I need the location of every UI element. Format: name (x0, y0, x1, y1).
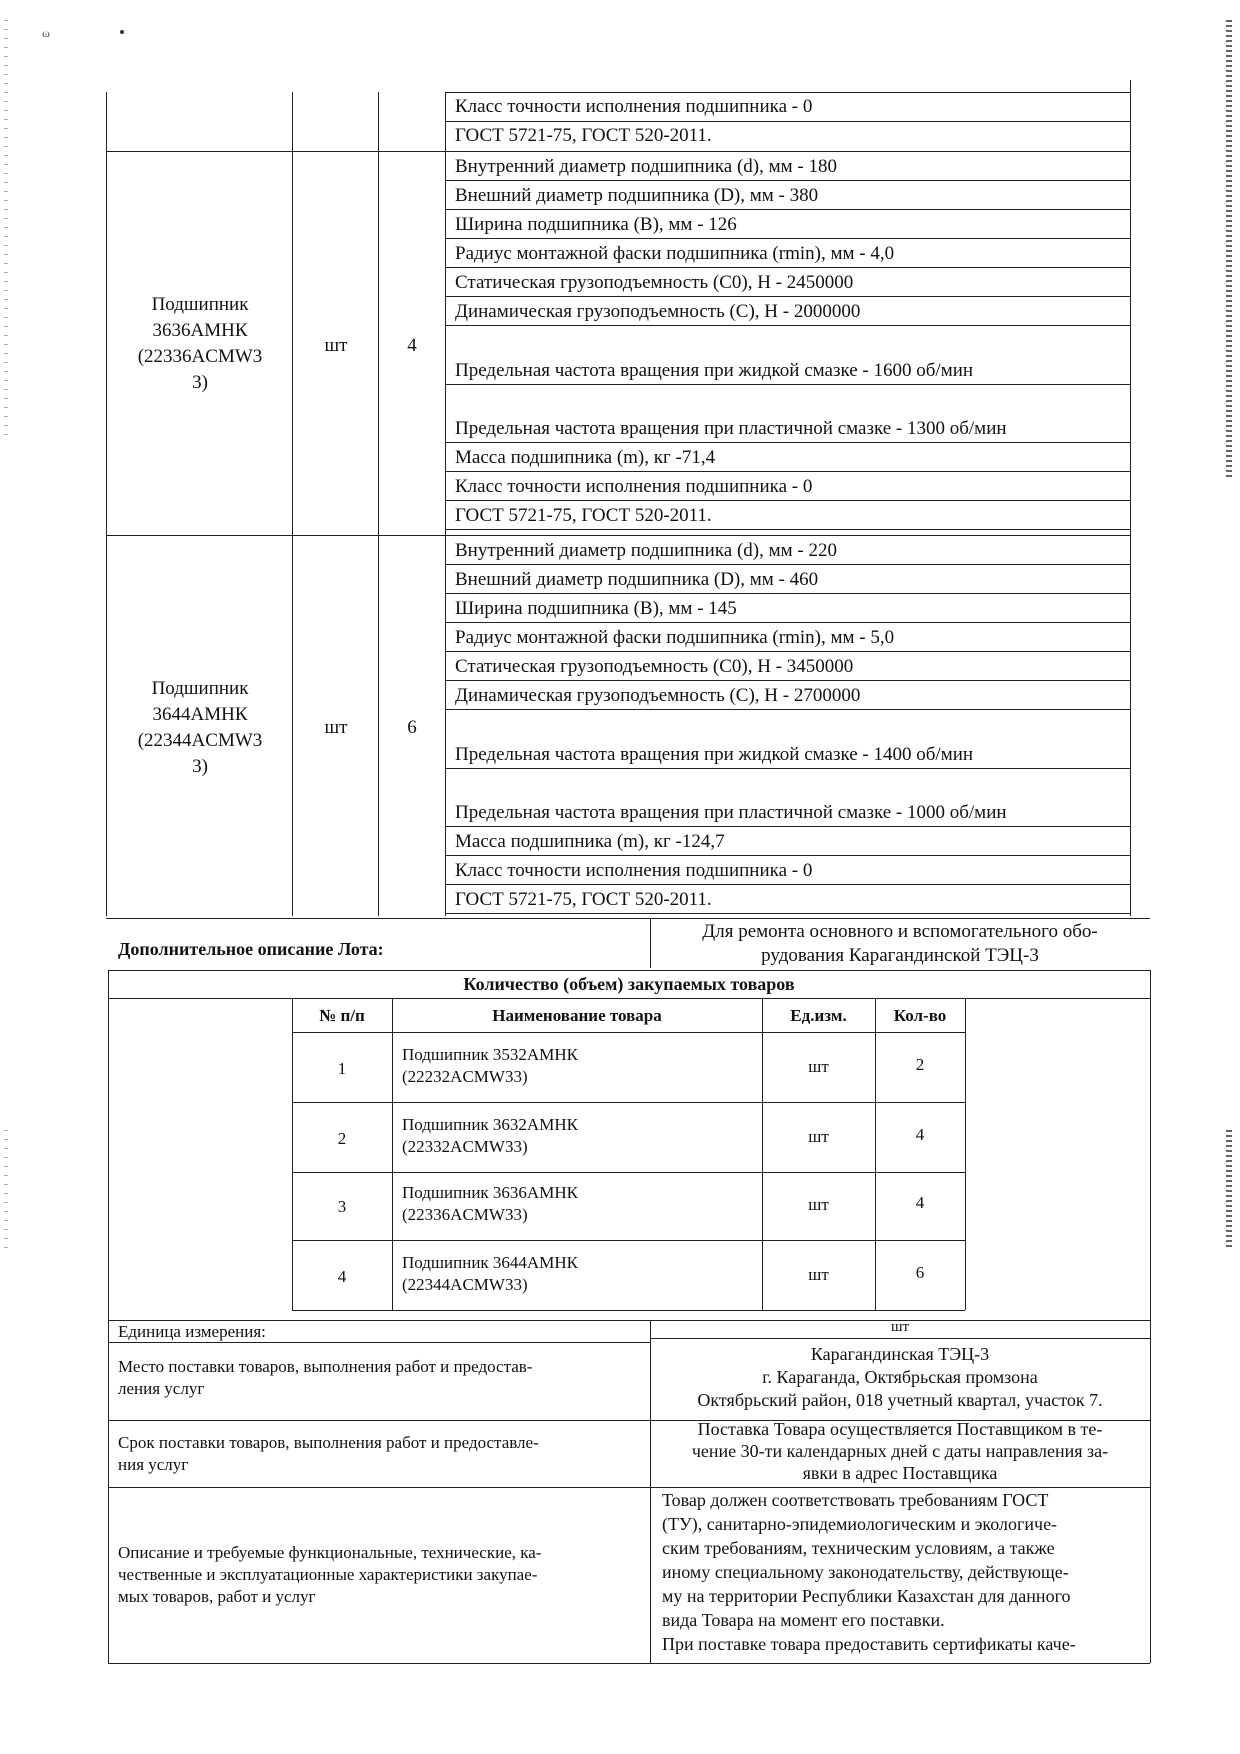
item-unit: шт (324, 335, 348, 356)
spec-row-divider (445, 267, 1130, 268)
spec-row: Предельная частота вращения при пластичной смазке - 1000 об/мин (455, 802, 1007, 823)
item-qty: 4 (407, 335, 417, 356)
spec-row-divider (445, 855, 1130, 856)
spec-row: Внешний диаметр подшипника (D), мм - 380 (455, 185, 819, 206)
spec-row-divider (445, 913, 1130, 914)
spec-row-divider (445, 709, 1130, 710)
row-name: Подшипник 3636АМНК (22336ACMW33) (402, 1183, 578, 1224)
item-name: Подшипник 3644АМНК (22344ACMW3 3) (137, 678, 263, 777)
spec-row-divider (445, 209, 1130, 210)
row-unit: шт (808, 1195, 829, 1214)
spec-row-divider (445, 651, 1130, 652)
row-qty: 4 (915, 1193, 925, 1212)
spec-row: Предельная частота вращения при жидкой смазке - 1600 об/мин (455, 360, 974, 381)
row-num: 2 (337, 1129, 347, 1148)
spec-row: Класс точности исполнения подшипника - 0 (455, 476, 813, 497)
row-qty: 6 (915, 1263, 925, 1282)
spec-row-divider (445, 529, 1130, 530)
row-qty: 4 (915, 1125, 925, 1144)
scan-edge-right (1226, 20, 1232, 480)
row-name: Подшипник 3644АМНК (22344ACMW33) (402, 1253, 578, 1294)
spec-row: Масса подшипника (m), кг -71,4 (455, 447, 716, 468)
spec-row-divider (445, 471, 1130, 472)
spec-row: ГОСТ 5721-75, ГОСТ 520-2011. (455, 505, 712, 526)
scan-mark: ω (42, 26, 50, 40)
spec-row: Предельная частота вращения при жидкой смазке - 1400 об/мин (455, 744, 974, 765)
info-value: шт (890, 1319, 910, 1335)
spec-row-divider (445, 442, 1130, 443)
spec-row-divider (445, 121, 1130, 122)
col-header-qty: Кол-во (893, 1006, 947, 1025)
row-num: 4 (337, 1267, 347, 1286)
quantity-table-title: Количество (объем) закупаемых товаров (463, 974, 795, 994)
spec-row: ГОСТ 5721-75, ГОСТ 520-2011. (455, 125, 712, 146)
scan-edge-left-lower (4, 1130, 8, 1250)
info-label: Единица измерения: (118, 1322, 266, 1341)
spec-row: Статическая грузоподъемность (С0), Н - 3450000 (455, 656, 854, 677)
spec-row: Масса подшипника (m), кг -124,7 (455, 831, 725, 852)
col-header-unit: Ед.изм. (790, 1006, 847, 1025)
spec-row: Ширина подшипника (В), мм - 126 (455, 214, 737, 235)
spec-row: Внутренний диаметр подшипника (d), мм - 220 (455, 540, 837, 561)
row-num: 3 (337, 1197, 347, 1216)
spec-row-divider (445, 680, 1130, 681)
spec-row: Статическая грузоподъемность (С0), Н - 2450000 (455, 272, 854, 293)
row-qty: 2 (915, 1055, 925, 1074)
item-name: Подшипник 3636АМНК (22336ACMW3 3) (137, 294, 263, 393)
scan-edge-left (4, 20, 8, 440)
row-name: Подшипник 3532АМНК (22232ACMW33) (402, 1045, 578, 1086)
lot-description-value: Для ремонта основного и вспомогательного обо- рудования Карагандинской ТЭЦ-3 (702, 921, 1098, 966)
spec-row-divider (445, 92, 1130, 93)
spec-row: Внешний диаметр подшипника (D), мм - 460 (455, 569, 819, 590)
spec-row: Радиус монтажной фаски подшипника (rmin), мм - 5,0 (455, 627, 895, 648)
info-label: Описание и требуемые функциональные, технические, ка- чественные и эксплуатационные характеристики закупае- мых товаров, работ и услуг (118, 1543, 542, 1606)
spec-row-divider (445, 500, 1130, 501)
scan-edge-right-lower (1226, 1130, 1232, 1250)
row-name: Подшипник 3632АМНК (22332ACMW33) (402, 1115, 578, 1156)
item-qty: 6 (407, 717, 417, 738)
col-header-num: № п/п (319, 1006, 365, 1025)
spec-row: Класс точности исполнения подшипника - 0 (455, 96, 813, 117)
spec-row-divider (445, 826, 1130, 827)
spec-row-divider (445, 768, 1130, 769)
info-label: Срок поставки товаров, выполнения работ и предоставле- ния услуг (118, 1433, 539, 1474)
col-header-name: Наименование товара (492, 1006, 662, 1025)
row-unit: шт (808, 1127, 829, 1146)
spec-row-divider (445, 593, 1130, 594)
spec-row-divider (445, 384, 1130, 385)
info-value: Товар должен соответствовать требованиям ГОСТ (ТУ), санитарно-эпидемиологическим и экологиче- ским требованиям, техническим условиям, а также иному специальному законодательству, действующе- му на территории Республики Казахстан для данного вида Товара на момент его поставки. При поставке товара предоставить сертификаты каче- (662, 1490, 1076, 1654)
row-num: 1 (337, 1059, 347, 1078)
spec-row-divider (445, 296, 1130, 297)
item-unit: шт (324, 717, 348, 738)
spec-row-divider (445, 238, 1130, 239)
spec-row: Радиус монтажной фаски подшипника (rmin), мм - 4,0 (455, 243, 895, 264)
info-value: Поставка Товара осуществляется Поставщиком в те- чение 30-ти календарных дней с даты направления за- явки в адрес Поставщика (691, 1419, 1109, 1483)
spec-row: Динамическая грузоподъемность (С), Н - 2700000 (455, 685, 861, 706)
spec-row: Динамическая грузоподъемность (С), Н - 2000000 (455, 301, 861, 322)
spec-row: ГОСТ 5721-75, ГОСТ 520-2011. (455, 889, 712, 910)
info-value: Карагандинская ТЭЦ-3 г. Караганда, Октябрьская промзона Октябрьский район, 018 учетный квартал, участок 7. (697, 1344, 1103, 1410)
spec-row: Ширина подшипника (В), мм - 145 (455, 598, 737, 619)
spec-row-divider (445, 622, 1130, 623)
scan-dot (120, 30, 124, 34)
spec-row-divider (445, 564, 1130, 565)
spec-row: Класс точности исполнения подшипника - 0 (455, 860, 813, 881)
row-unit: шт (808, 1265, 829, 1284)
info-label: Место поставки товаров, выполнения работ и предостав- ления услуг (118, 1357, 533, 1398)
row-unit: шт (808, 1057, 829, 1076)
lot-description-label: Дополнительное описание Лота: (118, 939, 384, 959)
spec-row: Предельная частота вращения при пластичной смазке - 1300 об/мин (455, 418, 1007, 439)
spec-row-divider (445, 180, 1130, 181)
spec-row-divider (445, 884, 1130, 885)
spec-row-divider (445, 325, 1130, 326)
spec-row: Внутренний диаметр подшипника (d), мм - 180 (455, 156, 837, 177)
